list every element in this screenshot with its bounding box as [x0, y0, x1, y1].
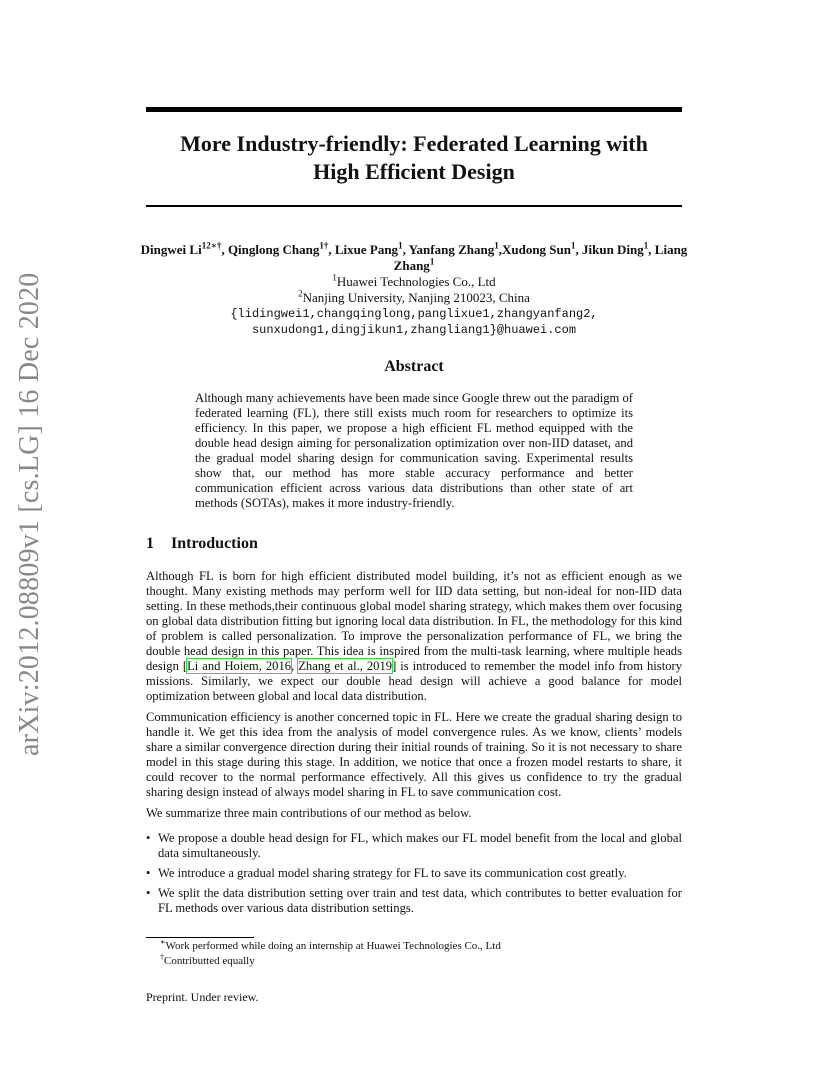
footnote-mark: ∗ — [160, 937, 166, 947]
author-affil-mark: 1† — [319, 240, 329, 251]
contribution-item: • We introduce a gradual model sharing strategy for FL to save its communication cost greatly. — [146, 866, 682, 881]
section-number: 1 — [146, 535, 154, 552]
author-name: Xudong Sun — [501, 242, 571, 257]
footnote-1 — [160, 939, 501, 954]
author-affil-mark: 1 — [571, 240, 576, 251]
paragraph-text: Although FL is born for high efficient distributed model building, it’s not as efficient enough as we thought. Many existing methods may perform well for IID data setting, but non-ideal for non-IID data setting. In these methods,their continuous global model sharing strategy, which makes them over focusing on global data distribution fitting but ignoring local data distribution. In FL, the methodology for this kind of problem is called personalization. To improve the personalization performance of FL, we bring the double head design in this paper. This idea is inspired from the multi-task learning, where multiple heads design [ — [146, 569, 682, 673]
footnote-text: Work performed while doing an internship at Huawei Technologies Co., Ltd — [165, 940, 501, 952]
author-names: Dingwei $Li^{12∗\dagger}$, Qinglong Chang$^{1\dagger}$, Lixue Pang$^1$, Yanfang Zhang$^1$,Xudong Sun$^1$, Jikun Ding$^1$, Liang Zhang$^1$ — [140, 240, 688, 273]
author-name: Lixue Pang — [334, 242, 399, 257]
affiliation-1 — [120, 274, 708, 290]
email-line-1: {lidingwei1,changqinglong,panglixue1,zhangyanfang2, — [230, 307, 598, 321]
footnote-2 — [160, 954, 501, 969]
author-block — [120, 242, 708, 338]
arxiv-stamp: arXiv:2012.08809v1 [cs.LG] 16 Dec 2020 — [14, 272, 45, 756]
intro-paragraph-2: Communication efficiency is another concerned topic in FL. Here we create the gradual sharing design to handle it. We get this idea from the analysis of model convergence rules. As we know, clients’ models share a similar convergence direction during their initial rounds of training. So it is not necessary to share model in this stage during this stage. In addition, we notice that once a frozen model restarts to share, it could recover to the normal performance effectively. All this gives us confidence to try the gradual sharing design instead of always model sharing in FL to save communication cost. — [146, 710, 682, 799]
title-bottom-rule — [146, 205, 682, 207]
citation-link-li-hoiem[interactable]: Li and Hoiem, 2016 — [187, 659, 292, 673]
contribution-list — [146, 831, 682, 916]
author-name: Dingwei Li — [140, 242, 202, 257]
affiliation-2 — [120, 290, 708, 306]
intro-paragraph-3: We summarize three main contributions of our method as below. — [146, 806, 472, 820]
author-name: Jikun Ding — [582, 242, 644, 257]
affiliation-mark: 1 — [332, 272, 337, 283]
author-affil-mark: 1 — [429, 256, 435, 267]
footnote-text: Contributted equally — [164, 955, 255, 967]
affiliation-text: Nanjing University, Nanjing 210023, China — [302, 290, 530, 305]
paper-title — [146, 130, 682, 186]
author-affil-mark: 12∗† — [201, 240, 222, 251]
contribution-item: • We split the data distribution setting over train and test data, which contributes to better evaluation for FL methods over various data distribution settings. — [146, 886, 682, 916]
footnote-mark: † — [160, 952, 164, 962]
abstract-heading: Abstract — [384, 358, 444, 375]
affiliation-text: Huawei Technologies Co., Ltd — [336, 274, 496, 289]
citation-separator: , — [291, 659, 299, 673]
author-name: Yanfang Zhang — [408, 242, 495, 257]
introduction-body — [146, 569, 682, 921]
author-affil-mark: 1 — [643, 240, 649, 251]
affiliation-mark: 2 — [298, 288, 303, 299]
preprint-notice: Preprint. Under review. — [146, 990, 259, 1004]
title-line-2: High Efficient Design — [313, 159, 515, 184]
abstract-text: Although many achievements have been made since Google threw out the paradigm of federated learning (FL), there still exists much room for researchers to optimize its efficiency. In this paper, we propose a high efficient FL method equipped with the double head design aiming for personalization optimization over non-IID dataset, and the gradual model sharing design for communication saving. Experimental results show that, our method has more stable accuracy performance and better communication efficient across various data distributions than other state of art methods (SOTAs), makes it more industry-friendly. — [195, 391, 633, 510]
footnotes — [160, 939, 501, 969]
section-heading-introduction — [146, 535, 258, 553]
author-name: Qinglong Chang — [227, 242, 320, 257]
author-name: Liang Zhang — [393, 242, 688, 273]
email-line-2: sunxudong1,dingjikun1,zhangliang1}@huawei.com — [251, 323, 577, 337]
author-affil-mark: 1 — [398, 240, 403, 251]
title-top-rule — [146, 107, 682, 112]
contribution-item: • We propose a double head design for FL, which makes our FL model benefit from the local and global data simultaneously. — [146, 831, 682, 861]
title-line-1: More Industry-friendly: Federated Learning with — [180, 131, 648, 156]
author-affil-mark: 1 — [494, 240, 499, 251]
citation-link-zhang[interactable]: Zhang et al., 2019 — [298, 659, 393, 673]
intro-paragraph-1 — [146, 569, 682, 704]
section-title: Introduction — [171, 535, 258, 552]
paragraph-text: ] is introduced to remember the model info from history missions. Similarly, we expect our double head design will achieve a good balance for model optimization between global and local data distribution. — [146, 659, 682, 703]
